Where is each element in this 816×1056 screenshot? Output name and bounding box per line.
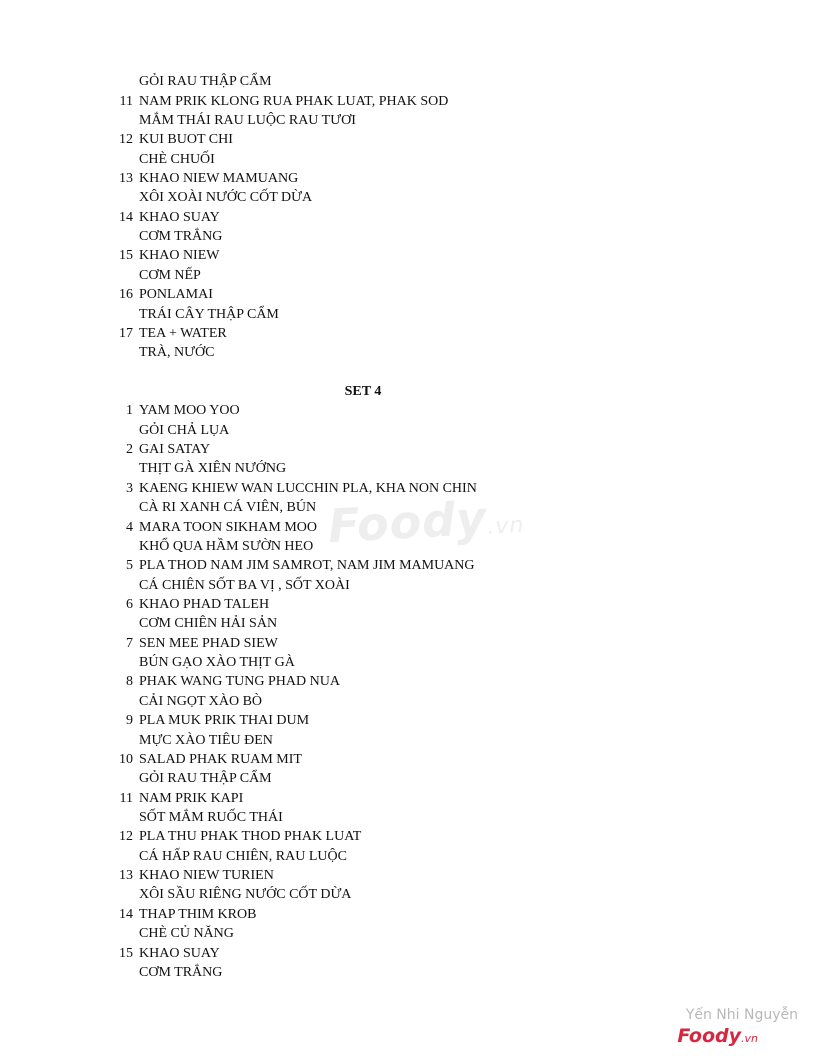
item-number: 11 <box>119 94 133 109</box>
item-vietnamese-name: GỎI RAU THẬP CẨM <box>139 74 272 89</box>
credit-brand-logo <box>677 1024 758 1051</box>
item-number: 14 <box>119 210 133 225</box>
item-vietnamese-name: SỐT MẮM RUỐC THÁI <box>139 810 283 825</box>
item-number: 2 <box>126 442 133 457</box>
item-thai-name: SALAD PHAK RUAM MIT <box>139 752 302 767</box>
item-vietnamese-name: CÀ RI XANH CÁ VIÊN, BÚN <box>139 500 317 515</box>
set-heading: SET 4 <box>344 384 382 399</box>
photo-credit <box>677 1006 798 1051</box>
item-vietnamese-name: TRÁI CÂY THẬP CẨM <box>139 307 279 322</box>
watermark-brand: Foody <box>326 490 489 554</box>
item-thai-name: KHAO NIEW <box>139 248 220 263</box>
item-thai-name: THAP THIM KROB <box>139 907 257 922</box>
item-vietnamese-name: CHÈ CHUỐI <box>139 152 215 167</box>
credit-brand: Foody <box>677 1025 742 1047</box>
item-thai-name: KUI BUOT CHI <box>139 132 233 147</box>
item-vietnamese-name: THỊT GÀ XIÊN NƯỚNG <box>139 461 287 476</box>
item-number: 15 <box>119 248 133 263</box>
item-vietnamese-name: GỎI CHẢ LỤA <box>139 423 230 438</box>
item-thai-name: SEN MEE PHAD SIEW <box>139 636 278 651</box>
item-number: 6 <box>126 597 133 612</box>
item-number: 12 <box>119 829 133 844</box>
item-vietnamese-name: CƠM CHIÊN HẢI SẢN <box>139 616 278 631</box>
item-thai-name: NAM PRIK KLONG RUA PHAK LUAT, PHAK SOD <box>139 94 449 109</box>
item-vietnamese-name: CƠM TRẮNG <box>139 965 223 980</box>
item-vietnamese-name: CÁ CHIÊN SỐT BA VỊ , SỐT XOÀI <box>139 578 350 593</box>
item-thai-name: TEA + WATER <box>139 326 227 341</box>
item-thai-name: GAI SATAY <box>139 442 211 457</box>
item-vietnamese-name: GỎI RAU THẬP CẨM <box>139 771 272 786</box>
item-thai-name: KHAO PHAD TALEH <box>139 597 270 612</box>
item-thai-name: YAM MOO YOO <box>139 403 240 418</box>
item-thai-name: PLA THOD NAM JIM SAMROT, NAM JIM MAMUANG <box>139 558 475 573</box>
item-vietnamese-name: MỰC XÀO TIÊU ĐEN <box>139 733 273 748</box>
item-number: 1 <box>126 403 133 418</box>
credit-brand-suffix: .vn <box>741 1032 758 1045</box>
item-vietnamese-name: CÁ HẤP RAU CHIÊN, RAU LUỘC <box>139 849 347 864</box>
item-vietnamese-name: TRÀ, NƯỚC <box>139 345 215 360</box>
item-vietnamese-name: XÔI SẦU RIÊNG NƯỚC CỐT DỪA <box>139 887 352 902</box>
item-thai-name: MARA TOON SIKHAM MOO <box>139 520 318 535</box>
item-thai-name: PHAK WANG TUNG PHAD NUA <box>139 674 340 689</box>
item-vietnamese-name: CƠM TRẮNG <box>139 229 223 244</box>
item-vietnamese-name: KHỔ QUA HẦM SƯỜN HEO <box>139 539 314 554</box>
item-number: 15 <box>119 946 133 961</box>
item-thai-name: KAENG KHIEW WAN LUCCHIN PLA, KHA NON CHIN <box>139 481 477 496</box>
item-number: 5 <box>126 558 133 573</box>
foody-watermark <box>327 489 526 553</box>
item-thai-name: KHAO NIEW TURIEN <box>139 868 274 883</box>
item-number: 13 <box>119 171 133 186</box>
item-thai-name: KHAO SUAY <box>139 946 220 961</box>
item-thai-name: NAM PRIK KAPI <box>139 791 244 806</box>
item-number: 14 <box>119 907 133 922</box>
item-number: 12 <box>119 132 133 147</box>
item-number: 13 <box>119 868 133 883</box>
item-number: 16 <box>119 287 133 302</box>
credit-author: Yến Nhi Nguyễn <box>685 1007 798 1023</box>
item-vietnamese-name: XÔI XOÀI NƯỚC CỐT DỪA <box>139 190 313 205</box>
item-number: 9 <box>126 713 133 728</box>
item-number: 4 <box>126 520 133 535</box>
item-number: 17 <box>119 326 133 341</box>
item-number: 10 <box>119 752 133 767</box>
item-thai-name: PLA MUK PRIK THAI DUM <box>139 713 310 728</box>
item-vietnamese-name: CHÈ CỦ NĂNG <box>139 926 234 941</box>
item-thai-name: PONLAMAI <box>139 287 213 302</box>
item-thai-name: KHAO NIEW MAMUANG <box>139 171 299 186</box>
item-number: 3 <box>126 481 133 496</box>
item-vietnamese-name: CẢI NGỌT XÀO BÒ <box>139 694 263 709</box>
item-thai-name: PLA THU PHAK THOD PHAK LUAT <box>139 829 362 844</box>
item-vietnamese-name: CƠM NẾP <box>139 268 201 283</box>
item-vietnamese-name: BÚN GẠO XÀO THỊT GÀ <box>139 655 295 670</box>
watermark-suffix: .vn <box>486 512 525 540</box>
item-number: 7 <box>126 636 133 651</box>
item-thai-name: KHAO SUAY <box>139 210 220 225</box>
item-number: 11 <box>119 791 133 806</box>
item-vietnamese-name: MẮM THÁI RAU LUỘC RAU TƯƠI <box>139 113 356 128</box>
item-number: 8 <box>126 674 133 689</box>
